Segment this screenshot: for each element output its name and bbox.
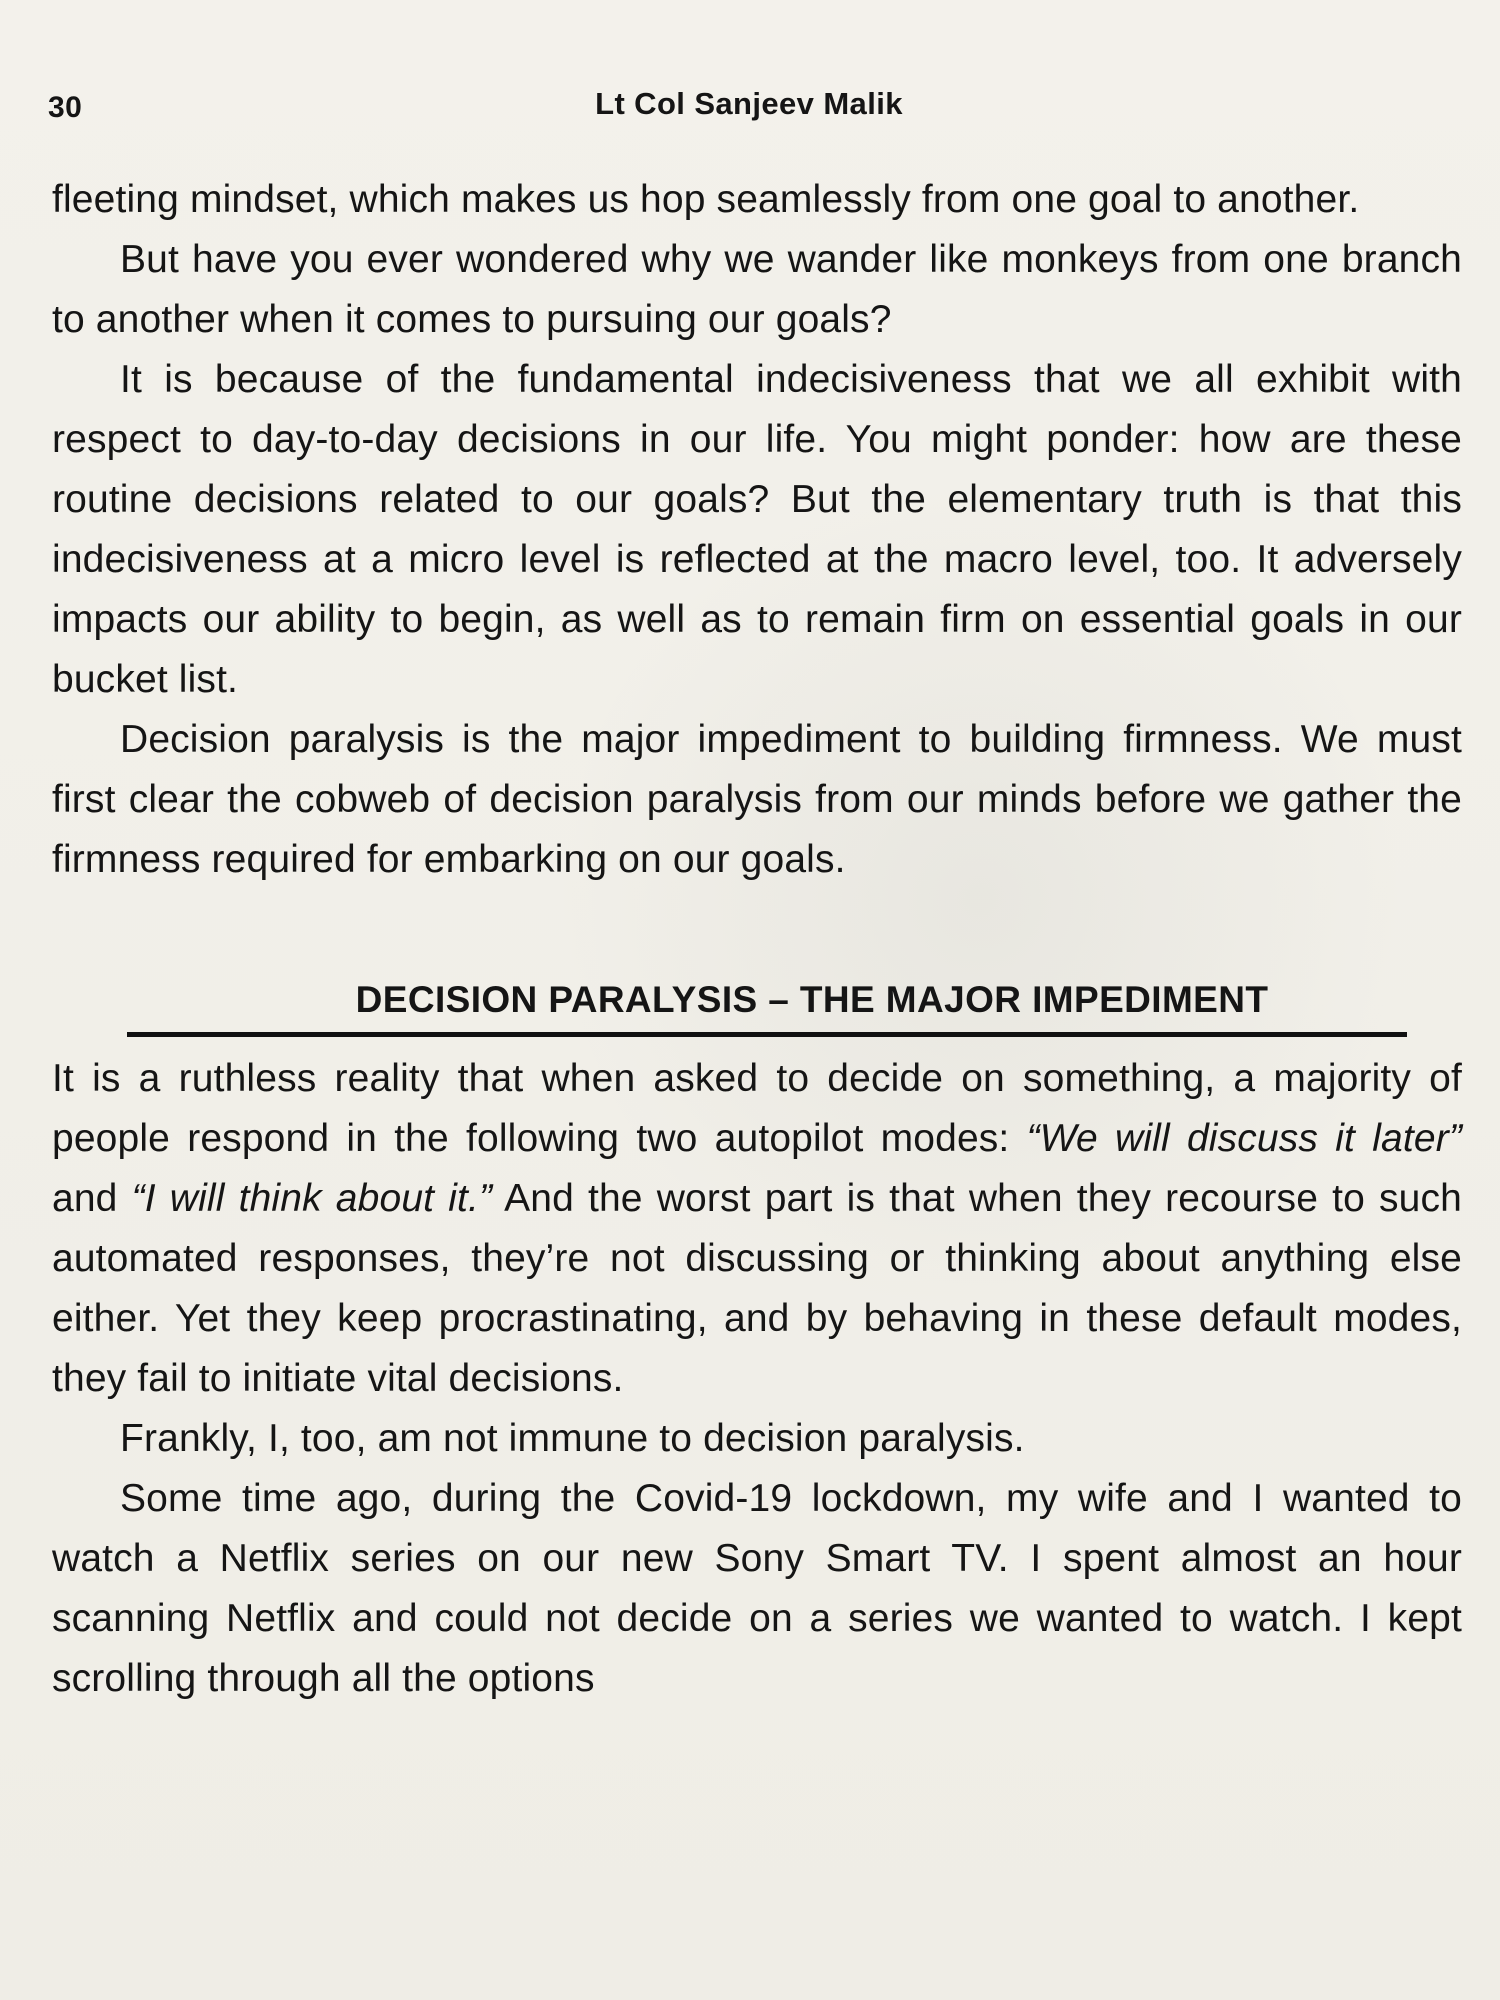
paragraph-5-quote-2: “I will think about it.” — [131, 1177, 493, 1220]
page-header — [48, 78, 1450, 126]
paragraph-5-part-2: and — [52, 1177, 132, 1220]
paragraph-5-quote-1: “We will discuss it later” — [1026, 1117, 1462, 1160]
paragraph-5-part-3: And the worst part is that when they recourse to such automated responses, they’re not discussing or thinking about anything else either. Yet they keep procrastinating, and by behaving in these default modes, they fail to initiate vital decisions. — [52, 1177, 1462, 1400]
page-content — [52, 170, 1462, 1709]
section-title: DECISION PARALYSIS – THE MAJOR IMPEDIMENT — [355, 979, 1269, 1020]
paragraph-1: fleeting mindset, which makes us hop seamlessly from one goal to another. — [52, 178, 1360, 221]
paragraph-4: Decision paralysis is the major impediment to building firmness. We must first clear the cobweb of decision paralysis from our minds before we gather the firmness required for embarking on our goals. — [52, 718, 1462, 881]
paragraph-7: Some time ago, during the Covid-19 lockdown, my wife and I wanted to watch a Netflix series on our new Sony Smart TV. I spent almost an hour scanning Netflix and could not decide on a series we wanted to watch. I kept scrolling through all the options — [52, 1477, 1462, 1700]
paragraph-5-part-1: It is a ruthless reality that when asked to decide on something, a majority of people respond in the following two autopilot modes: — [52, 1057, 1462, 1160]
paragraph-3: It is because of the fundamental indecisiveness that we all exhibit with respect to day-to-day decisions in our life. You might ponder: how are these routine decisions related to our goals? But the elementary truth is that this indecisiveness at a micro level is reflected at the macro level, too. It adversely impacts our ability to begin, as well as to remain firm on essential goals in our bucket list. — [52, 358, 1462, 701]
section-underline — [127, 1032, 1407, 1037]
page-number: 30 — [48, 91, 83, 124]
paragraph-2: But have you ever wondered why we wander like monkeys from one branch to another when it comes to pursuing our goals? — [52, 238, 1462, 341]
running-head: Lt Col Sanjeev Malik — [595, 86, 903, 121]
paragraph-5 — [52, 1049, 1462, 1409]
paragraph-6: Frankly, I, too, am not immune to decision paralysis. — [120, 1417, 1025, 1460]
